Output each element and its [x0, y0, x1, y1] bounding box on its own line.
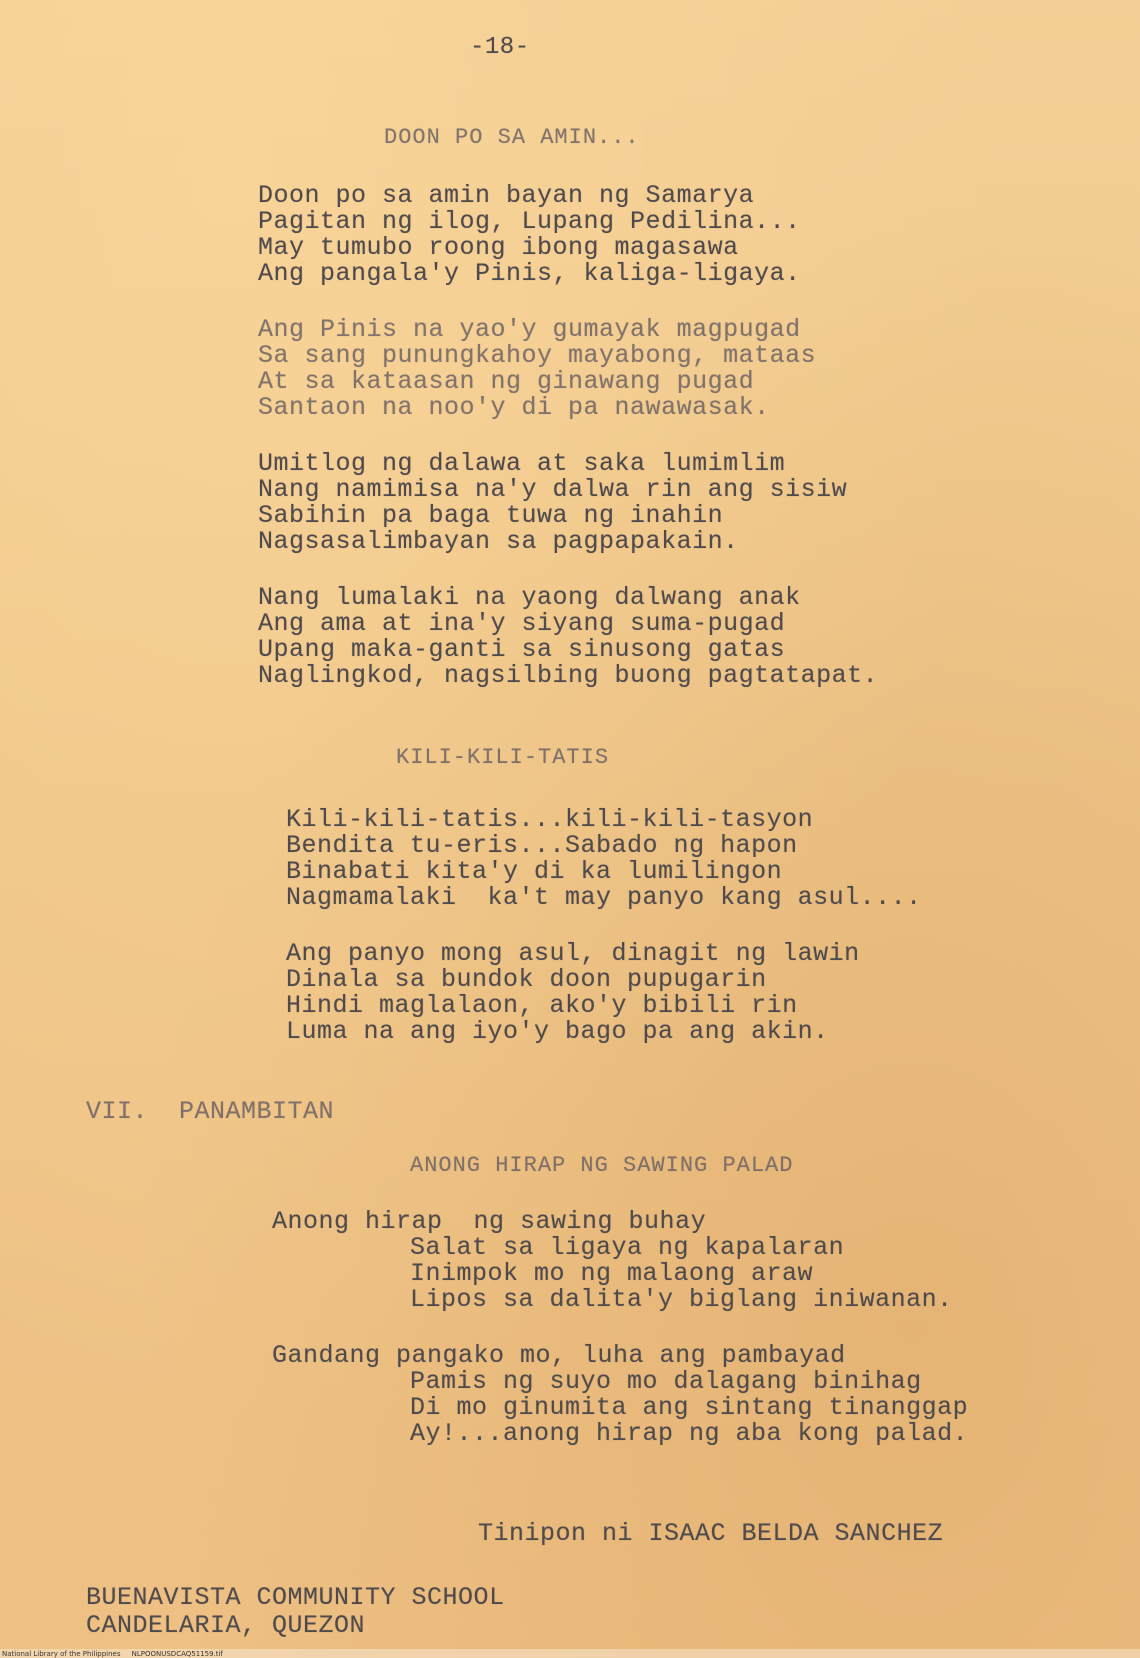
- poem-line: Kili-kili-tatis...kili-kili-tasyon: [286, 805, 814, 834]
- poem-line: Naglingkod, nagsilbing buong pagtatapat.: [258, 661, 879, 690]
- poem-title-anong-hirap: ANONG HIRAP NG SAWING PALAD: [410, 1153, 794, 1178]
- poem-line: Ang pangala'y Pinis, kaliga-ligaya.: [258, 259, 801, 288]
- poem-line: Upang maka-ganti sa sinusong gatas: [258, 635, 786, 664]
- poem-line: Binabati kita'y di ka lumilingon: [286, 857, 783, 886]
- poem-line: Bendita tu-eris...Sabado ng hapon: [286, 831, 798, 860]
- poem-line: Nagmamalaki ka't may panyo kang asul....: [286, 883, 922, 912]
- compiled-by: Tinipon ni ISAAC BELDA SANCHEZ: [478, 1519, 944, 1548]
- school-place: CANDELARIA, QUEZON: [86, 1611, 366, 1640]
- poem-line: Nang lumalaki na yaong dalwang anak: [258, 583, 801, 612]
- poem-line: Umitlog ng dalawa at saka lumimlim: [258, 449, 786, 478]
- section-heading-panambitan: VII. PANAMBITAN: [86, 1097, 335, 1126]
- poem-title-kili-kili-tatis: KILI-KILI-TATIS: [396, 745, 610, 770]
- school-name: BUENAVISTA COMMUNITY SCHOOL: [86, 1583, 505, 1612]
- poem-line: Pagitan ng ilog, Lupang Pedilina...: [258, 207, 801, 236]
- poem-line: Ang Pinis na yao'y gumayak magpugad: [258, 315, 801, 344]
- poem-line: Luma na ang iyo'y bago pa ang akin.: [286, 1017, 829, 1046]
- poem-line: Ay!...anong hirap ng aba kong palad.: [410, 1419, 969, 1448]
- poem-line: Anong hirap ng sawing buhay: [272, 1207, 707, 1236]
- scan-footer-note: National Library of the Philippines NLPOONUSDCAQ51159.tif: [2, 1650, 223, 1658]
- poem-line: At sa kataasan ng ginawang pugad: [258, 367, 755, 396]
- poem-line: Ang ama at ina'y siyang suma-pugad: [258, 609, 786, 638]
- poem-line: Sa sang punungkahoy mayabong, mataas: [258, 341, 817, 370]
- poem-line: Hindi maglalaon, ako'y bibili rin: [286, 991, 798, 1020]
- poem-line: Lipos sa dalita'y biglang iniwanan.: [410, 1285, 953, 1314]
- poem-line: Di mo ginumita ang sintang tinanggap: [410, 1393, 969, 1422]
- poem-line: Nagsasalimbayan sa pagpapakain.: [258, 527, 739, 556]
- poem-line: Salat sa ligaya ng kapalaran: [410, 1233, 845, 1262]
- poem-title-doon-po-sa-amin: DOON PO SA AMIN...: [384, 125, 640, 150]
- poem-line: Inimpok mo ng malaong araw: [410, 1259, 814, 1288]
- page-number: -18-: [470, 34, 530, 61]
- poem-line: Dinala sa bundok doon pupugarin: [286, 965, 767, 994]
- poem-line: Ang panyo mong asul, dinagit ng lawin: [286, 939, 860, 968]
- poem-line: Santaon na noo'y di pa nawawasak.: [258, 393, 770, 422]
- poem-line: Doon po sa amin bayan ng Samarya: [258, 181, 755, 210]
- poem-line: May tumubo roong ibong magasawa: [258, 233, 739, 262]
- poem-line: Pamis ng suyo mo dalagang binihag: [410, 1367, 922, 1396]
- poem-line: Gandang pangako mo, luha ang pambayad: [272, 1341, 846, 1370]
- poem-line: Sabihin pa baga tuwa ng inahin: [258, 501, 724, 530]
- poem-line: Nang namimisa na'y dalwa rin ang sisiw: [258, 475, 848, 504]
